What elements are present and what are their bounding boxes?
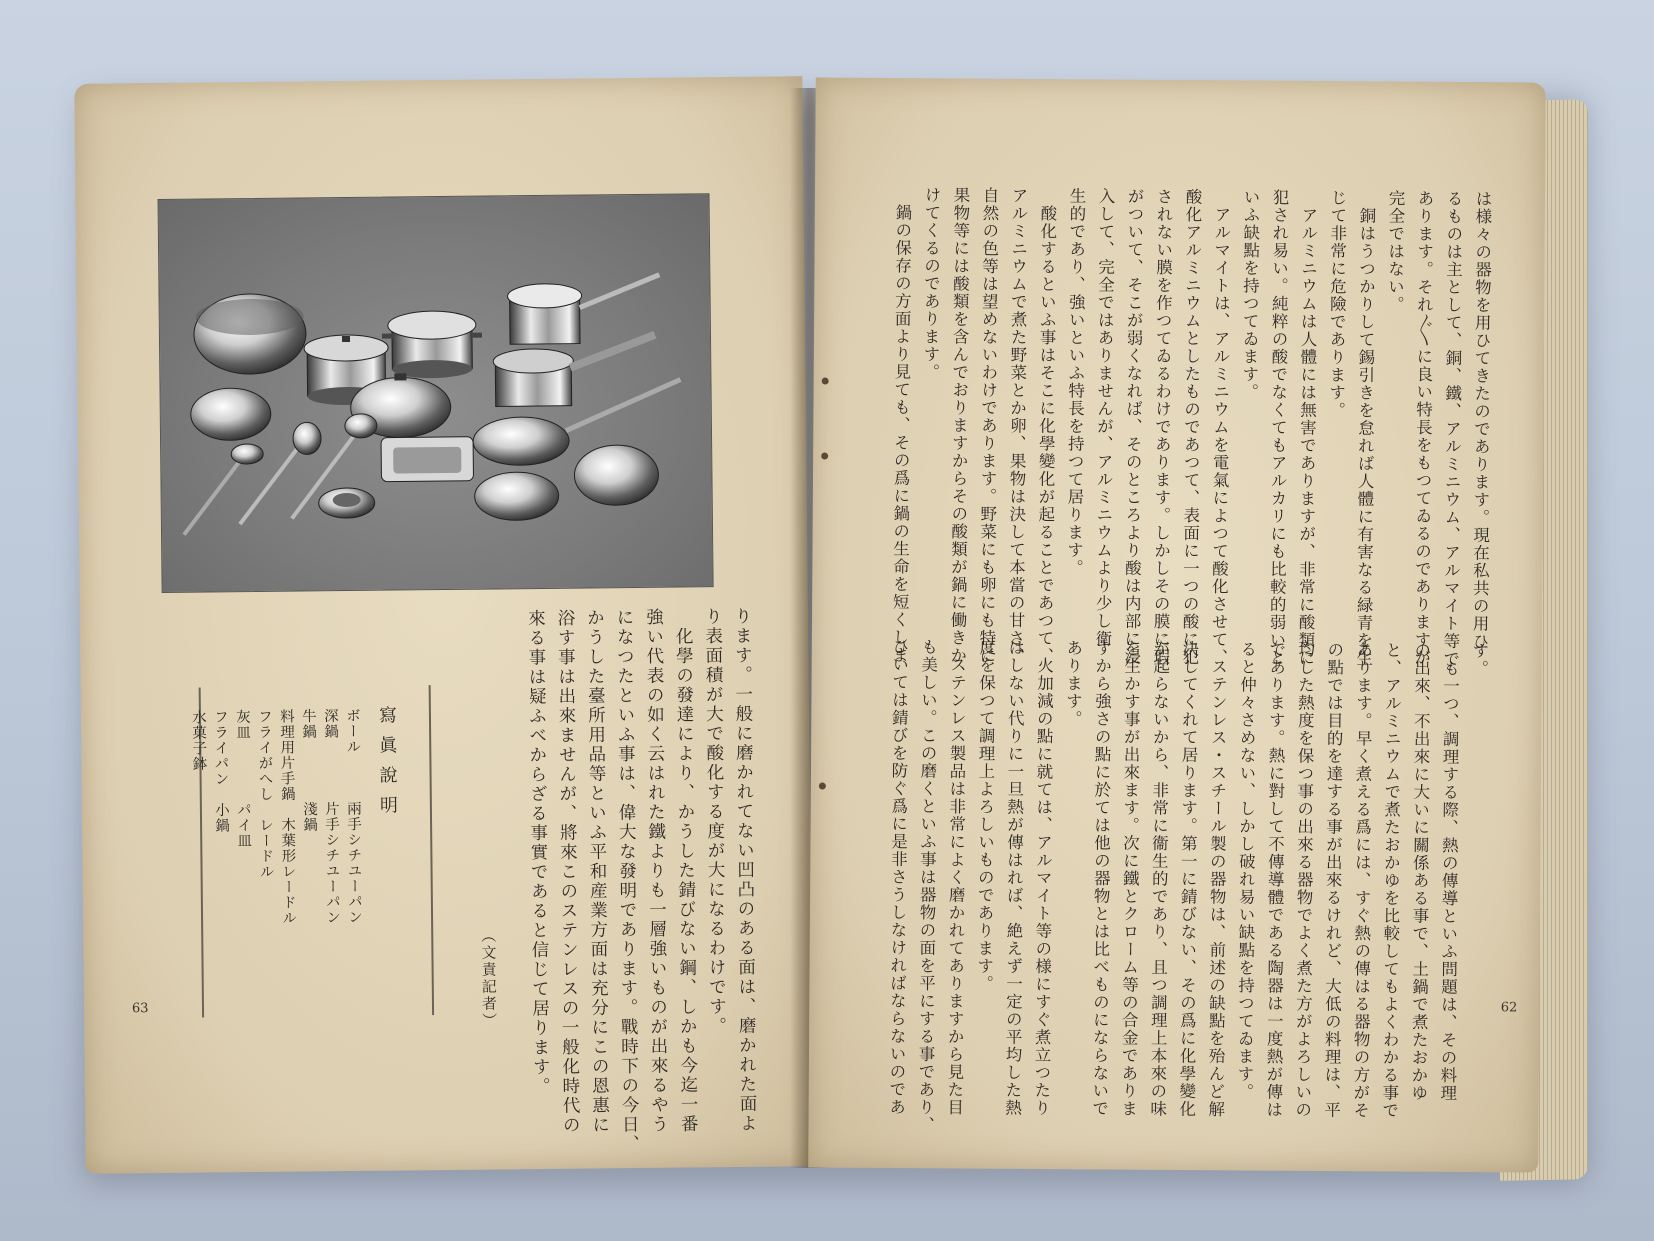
text-line: も一つ、調理する際、熱の傳導といふ問題は、その料理 — [1437, 641, 1460, 1103]
caption-row: ボール 兩手シチユーパン — [343, 707, 363, 926]
text-line: すから強さの點に於ては他の器物とは比べものにならないで — [1089, 639, 1112, 1118]
binding-hole — [822, 378, 829, 385]
photo-caption — [189, 685, 434, 1017]
text-line: 生的であり、強いといふ特長を持つて居ります。 — [1064, 187, 1087, 577]
text-line: 決してくれて居ります。第一に錆びない、その爲に化學變化 — [1176, 640, 1199, 1119]
caption-list — [187, 708, 365, 927]
text-line: は様々の器物を用ひてきたのであります。現在私共の用ひ — [1469, 190, 1493, 651]
text-line: アルミニウムで煮た野菜とか卵、果物は決して本當の甘さ、 — [1005, 186, 1029, 665]
text-line: 犯され易い。純粹の酸でなくてもアルカリにも比較的弱いと — [1266, 188, 1290, 667]
right-page — [808, 77, 1546, 1172]
binding-hole — [821, 453, 828, 460]
cookware-photo — [158, 193, 714, 593]
text-line: アルミニウムは人體には無害でありますが、非常に酸類に — [1295, 188, 1319, 667]
text-line: ります。一般に磨かれてない凹凸のある面は、磨かれた面よ — [731, 606, 758, 1134]
text-line: 完全ではない。 — [1385, 189, 1406, 314]
text-line: の點では目的を達する事が出來るけれど、大低の料理は、平 — [1321, 641, 1344, 1120]
caption-row: 料理用片手鍋 木葉形レードル — [277, 708, 297, 926]
author-credit: （文責記者） — [479, 927, 499, 1030]
text-line: ひいては錆びを防ぐ爲に是非さうしなければならないのであ — [886, 637, 909, 1117]
text-line: いふ缺點を持つてゐます。 — [1239, 188, 1261, 401]
text-line: 果物等には酸類を含んでおりますからその酸類が鍋に働きか — [947, 186, 971, 665]
text-line: ると仲々さめない、しかし破れ易い缺點を持つてゐます。 — [1234, 640, 1257, 1101]
two-handle-pot — [382, 311, 483, 379]
caption-title: 寫眞說明 — [375, 705, 399, 826]
text-line: されない膜を作つてゐるわけであります。しかしその膜に瑕 — [1150, 187, 1174, 666]
text-line: けてくるのであります。 — [920, 186, 942, 382]
text-line: じて非常に危險であります。 — [1326, 189, 1348, 420]
caption-row: 灰皿 パイ皿 — [233, 709, 252, 849]
text-line: す。 — [1469, 642, 1489, 678]
text-line: 度を保つて調理上よろしいものであります。 — [974, 638, 996, 993]
text-line: になつたといふ事は、偉大な發明であります。戰時下の今日、 — [613, 608, 640, 1155]
caption-row: フライがへし レードル — [255, 708, 274, 880]
text-line: 酸化アルミニウムとしたものであつて、表面に一つの酸に犯 — [1179, 188, 1203, 667]
text-line: かうした臺所用品等といふ平和産業方面は充分にこの恩惠に — [584, 608, 610, 1136]
cookware-illustration — [159, 194, 713, 592]
caption-row: 深鍋 片手シチユーパン — [321, 708, 341, 926]
text-line: 鍋の保存の方面より見ても、その爲に鍋の生命を短くしま — [889, 186, 913, 665]
text-line: 入して、完全ではありませんが、アルミニウムより少し衛 — [1092, 187, 1116, 648]
right-top-text — [885, 186, 1497, 668]
left-page — [74, 76, 813, 1174]
text-line: るものは主として、銅、鐵、アルミニウム、アルマイト等で — [1440, 189, 1464, 668]
ashtray — [319, 488, 375, 519]
text-line: 酸化するといふ事はそこに化學變化が起ることであつて、 — [1034, 187, 1058, 666]
text-line: を生かす事が出來ます。次に鐵とクローム等の合金でありま — [1118, 639, 1141, 1118]
small-bowl — [191, 388, 272, 441]
caption-row: 水菓子鉢 — [189, 709, 207, 772]
text-line: はしない代りに一旦熱が傳はれば、絶えず一定の平均した熱 — [1002, 638, 1025, 1117]
text-line: が起らないから、非常に衞生的であり、且つ調理上本來の味 — [1147, 639, 1170, 1118]
text-line: 自然の色等は望めないわけであります。野菜にも卵にも特に — [976, 186, 1000, 665]
caption-row: 牛鍋 淺鍋 — [299, 708, 318, 833]
saucepan-medium — [493, 335, 656, 407]
fruit-bowl — [574, 445, 659, 506]
binding-hole — [819, 783, 826, 790]
text-line: 均した熱度を保つ事の出來る器物でよく煮た方がよろしいの — [1292, 640, 1315, 1119]
text-line: ステンレス製品は非常によく磨かれてありますから見た目 — [944, 638, 967, 1117]
text-line: 化學の發達により、かうした錆びない鋼、しかも今迄一番 — [672, 607, 699, 1135]
text-line: 火加減の點に就ては、アルマイト等の様にすぐ煮立つたり — [1031, 639, 1054, 1118]
text-line: ステンレス・スチール製の器物は、前述の缺點を殆んど解 — [1205, 640, 1228, 1119]
saucepan-large — [507, 275, 660, 345]
text-line: であります。熱に對して不傳導體である陶器は一度熱が傳は — [1263, 640, 1286, 1119]
bowl — [194, 293, 307, 374]
small-pot — [474, 472, 558, 521]
text-line: 浴す事は出來ませんが、將來このステンレスの一般化時代の — [554, 608, 581, 1136]
page-number: 63 — [131, 1001, 149, 1017]
text-line: の出來、不出來に大いに關係ある事で、土鍋で煮たおかゆ — [1408, 641, 1431, 1102]
text-line: あります。それ〴〵に良い特長をもつてゐるのでありますが — [1411, 189, 1435, 667]
text-line: あります。早く煮える爲には、すぐ熱の傳はる器物の方がそ — [1350, 641, 1373, 1120]
page-number: 62 — [1500, 1000, 1518, 1016]
caption-row: フライパン 小鍋 — [211, 709, 230, 834]
pie-dish — [381, 437, 473, 482]
text-line: がついて、そこが弱くなれば、そのところより酸は内部に浸 — [1121, 187, 1145, 666]
left-body-text — [520, 606, 761, 1155]
text-line: あります。 — [1063, 639, 1083, 728]
text-line: 來る事は疑ふべからざる事實であると信じて居ります。 — [525, 608, 551, 1097]
text-line: 銅はうつかりして錫引きを怠れば人體に有害なる緑青を生 — [1353, 189, 1377, 668]
text-line: り表面積が大で酸化する度が大になるわけです。 — [702, 607, 727, 1037]
text-line: も美しい。この磨くといふ事は器物の面を平にする事であり、 — [915, 638, 938, 1134]
right-bottom-text — [882, 637, 1494, 1134]
text-line: 強い代表の如く云はれた鐵よりも一層強いものが出來るやう — [643, 607, 669, 1135]
text-line: アルマイトは、アルミニウムを電氣によつて酸化させて、 — [1208, 188, 1232, 667]
text-line: と、アルミニウムで煮たおかゆを比較してもよくわかる事で — [1379, 641, 1402, 1120]
